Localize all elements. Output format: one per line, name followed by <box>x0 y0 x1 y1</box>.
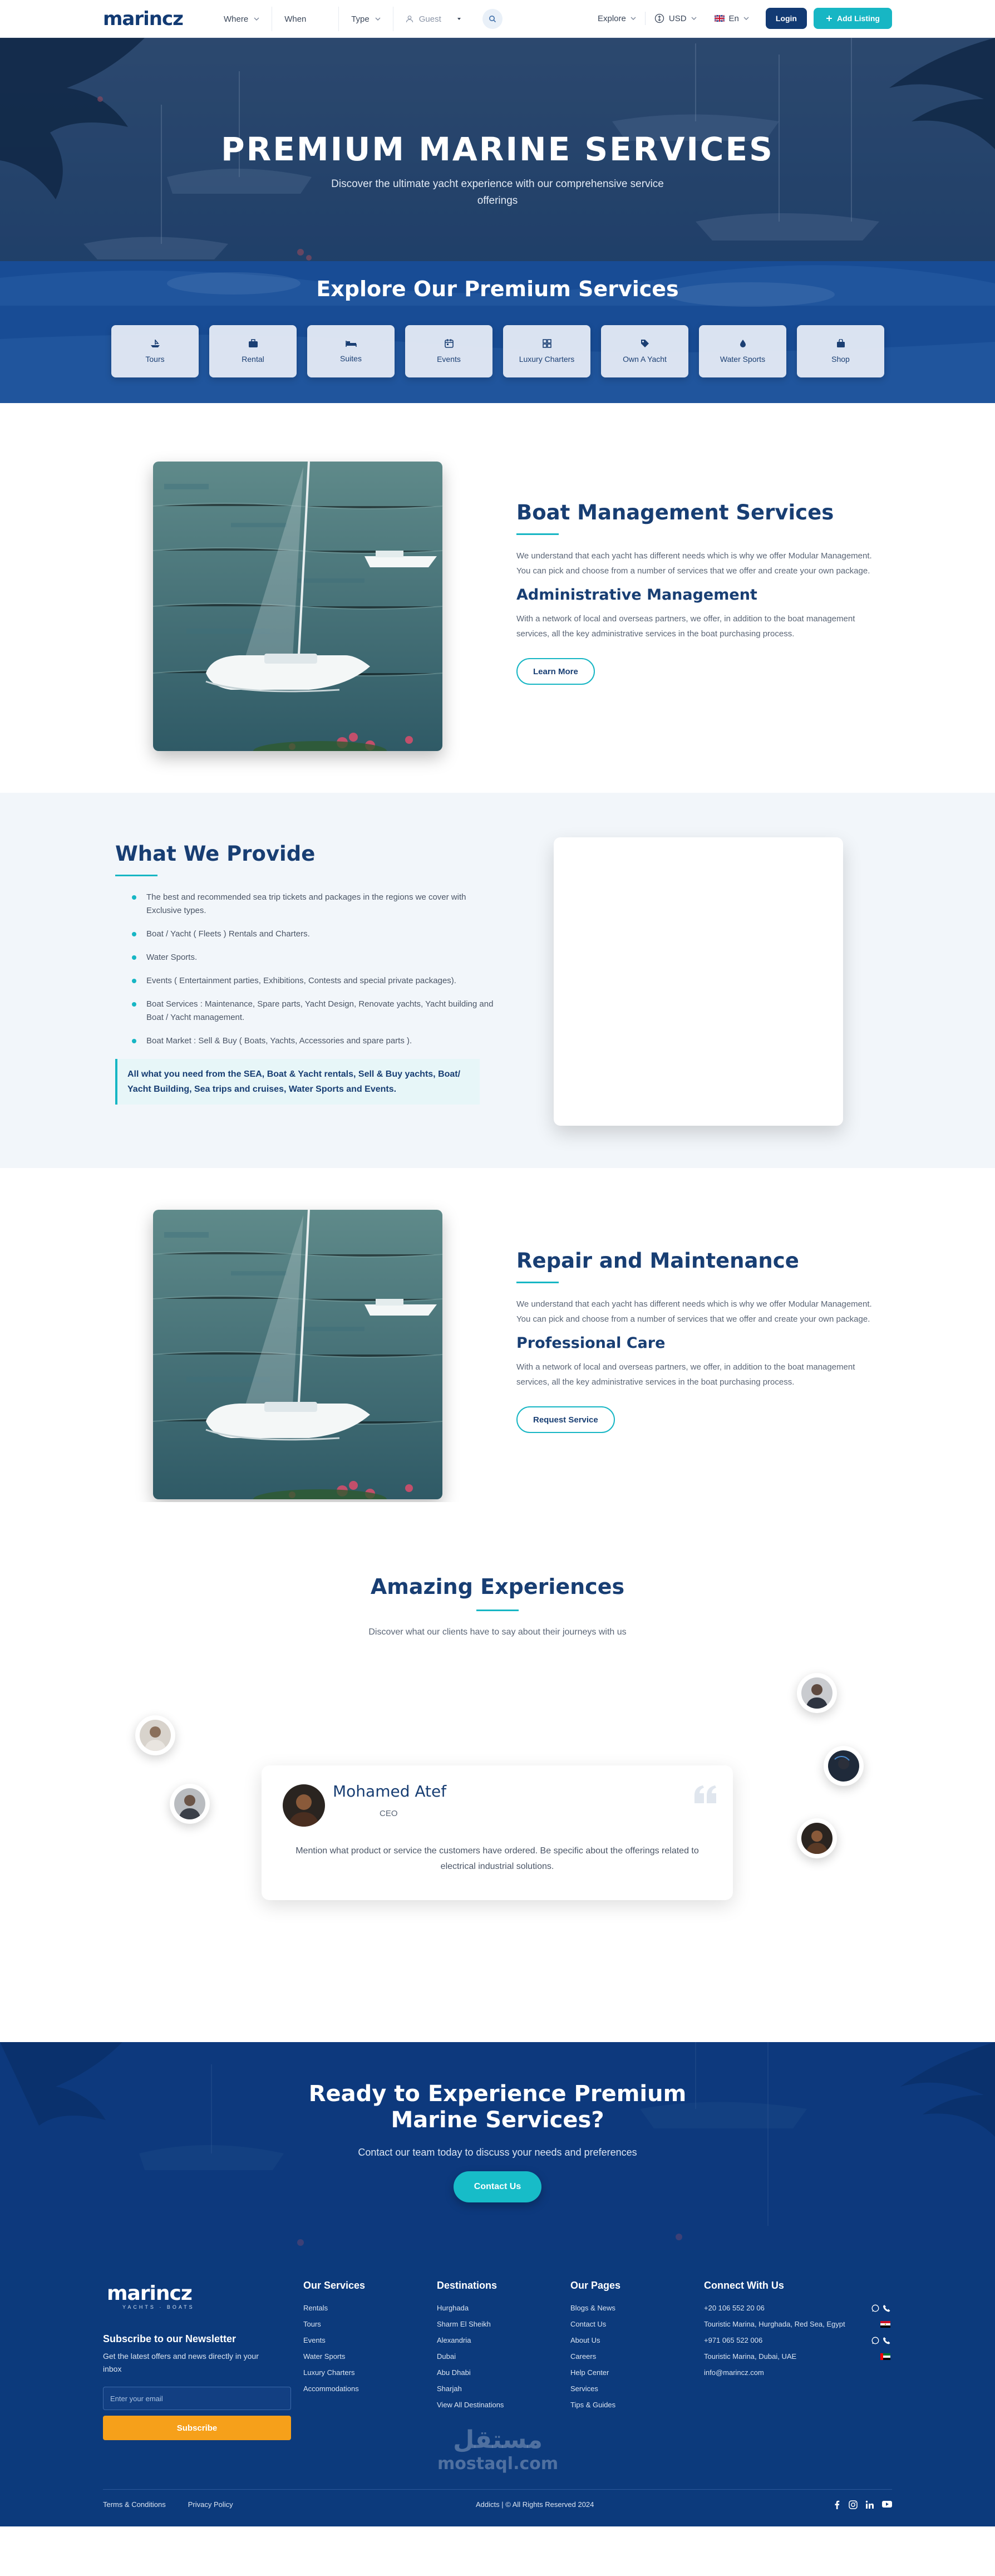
sailboat-image <box>153 462 442 751</box>
phone-icon <box>883 2337 890 2344</box>
shopping-bag-icon <box>836 339 845 348</box>
footer-link[interactable]: Accommodations <box>303 2384 359 2393</box>
footer-link[interactable]: Abu Dhabi <box>437 2368 471 2377</box>
client-photo <box>283 1784 325 1827</box>
watermark-latin: mostaql.com <box>437 2454 559 2474</box>
when-label: When <box>284 14 307 24</box>
newsletter-text: Get the latest offers and news directly in your inbox <box>103 2352 259 2373</box>
globe-icon <box>654 13 664 23</box>
title-underline <box>476 1610 519 1611</box>
provide-list-item: Events ( Entertainment parties, Exhibitions, Contests and special private packages). <box>115 974 494 988</box>
guest-select[interactable] <box>393 7 477 31</box>
contact-text: +971 065 522 006 <box>704 2336 763 2344</box>
guest-label: Guest <box>418 14 441 24</box>
calendar-icon <box>445 339 454 348</box>
chevron-down-icon <box>743 16 749 21</box>
repair-title: Repair and Maintenance <box>516 1249 799 1273</box>
footer-link[interactable]: Contact Us <box>570 2320 607 2328</box>
service-label: Water Sports <box>720 355 766 364</box>
testimonials-title: Amazing Experiences <box>370 1574 625 1599</box>
testimonial-role: CEO <box>380 1809 398 1818</box>
flag-egypt-icon <box>880 2321 890 2328</box>
whatsapp-icon <box>871 2337 879 2344</box>
site-logo[interactable] <box>103 8 183 30</box>
service-label: Suites <box>340 354 362 363</box>
water-drop-icon <box>739 339 747 348</box>
provide-list-item: The best and recommended sea trip tickets and packages in the regions we cover with Exclusive types. <box>115 891 494 917</box>
footer-link[interactable]: Hurghada <box>437 2304 469 2312</box>
contact-us-button[interactable] <box>454 2171 541 2202</box>
login-label: Login <box>775 14 797 23</box>
service-card-luxury-charters[interactable] <box>503 325 590 377</box>
add-listing-label: Add Listing <box>837 14 880 23</box>
repair-section <box>0 1168 995 1502</box>
phone-icon <box>883 2304 890 2312</box>
footer-link[interactable]: Tours <box>303 2320 321 2328</box>
cta-section <box>0 2042 995 2250</box>
logo-text: marincz <box>103 7 183 30</box>
instagram-icon[interactable] <box>849 2500 858 2509</box>
request-service-button[interactable] <box>516 1406 615 1433</box>
service-card-tours[interactable] <box>111 325 199 377</box>
currency-select[interactable] <box>646 13 706 23</box>
footer-pages-column <box>570 2280 620 2417</box>
social-links <box>833 2500 892 2509</box>
client-avatar[interactable] <box>824 1746 864 1786</box>
service-card-rental[interactable] <box>209 325 297 377</box>
footer-logo-tagline: YACHTS · BOATS <box>122 2304 195 2310</box>
client-photo <box>801 1677 833 1709</box>
boat-management-text <box>516 501 884 685</box>
service-label: Own A Yacht <box>623 355 667 364</box>
testimonial-name: Mohamed Atef <box>333 1782 447 1800</box>
title-underline <box>516 533 559 535</box>
newsletter-email-input[interactable] <box>103 2387 291 2410</box>
footer-divider <box>103 2489 892 2490</box>
testimonial-avatar <box>283 1784 325 1827</box>
footer-link[interactable]: Rentals <box>303 2304 328 2312</box>
testimonials-section <box>0 1502 995 2042</box>
boat-management-paragraph-2: With a network of local and overseas partners, we offer, in addition to the boat management services, all the key administrative services in the boat purchasing process. <box>516 614 855 639</box>
client-photo <box>140 1720 171 1751</box>
service-card-events[interactable] <box>405 325 492 377</box>
user-icon <box>406 15 413 23</box>
what-we-provide-section <box>0 793 995 1168</box>
service-label: Rental <box>242 355 264 364</box>
flag-uk-icon <box>715 15 725 22</box>
contact-address-uae <box>704 2352 890 2361</box>
provide-list-item: Boat / Yacht ( Fleets ) Rentals and Charters. <box>115 928 494 941</box>
explore-menu[interactable] <box>589 14 645 23</box>
client-avatar[interactable] <box>170 1784 210 1824</box>
boat-management-title: Boat Management Services <box>516 501 834 524</box>
title-underline <box>516 1282 559 1283</box>
footer-link[interactable]: Water Sports <box>303 2352 346 2361</box>
mostaql-watermark <box>437 2426 558 2474</box>
provide-image-card <box>554 837 843 1126</box>
footer-link[interactable]: Blogs & News <box>570 2304 615 2312</box>
administrative-management-title: Administrative Management <box>516 586 757 603</box>
provide-list-item: Boat Services : Maintenance, Spare parts, Yacht Design, Renovate yachts, Yacht building and Boat / Yacht management. <box>115 998 494 1024</box>
search-button[interactable] <box>482 9 503 29</box>
repair-photo <box>153 1210 442 1499</box>
cta-title: Ready to Experience Premium Marine Services? <box>308 2081 687 2133</box>
footer-contact-column <box>704 2280 890 2384</box>
whatsapp-icon <box>871 2304 879 2312</box>
bed-icon <box>346 340 357 347</box>
terms-link[interactable]: Terms & Conditions <box>103 2500 166 2509</box>
search-bar <box>211 7 534 31</box>
contact-address-egypt <box>704 2320 890 2328</box>
provide-title: What We Provide <box>115 842 316 866</box>
boat-management-paragraph-1: We understand that each yacht has different needs which is why we offer Modular Management. You can pick and choose from a number of services that we offer and create your own package. <box>516 551 872 576</box>
professional-care-title: Professional Care <box>516 1334 666 1352</box>
contact-phone-uae[interactable] <box>704 2336 890 2344</box>
hero-title: PREMIUM MARINE SERVICES <box>221 130 774 168</box>
footer-bottom-bar <box>103 2500 892 2509</box>
add-listing-button[interactable] <box>814 8 892 29</box>
footer <box>0 2250 995 2526</box>
provide-list <box>115 891 494 1048</box>
repair-text <box>516 1249 884 1433</box>
footer-link[interactable]: Sharjah <box>437 2384 462 2393</box>
services-row <box>111 325 884 377</box>
learn-more-button[interactable] <box>516 658 595 685</box>
watermark-arabic: مستقل <box>453 2426 543 2454</box>
testimonial-card <box>262 1765 733 1900</box>
testimonials-subtitle: Discover what our clients have to say about their journeys with us <box>368 1627 627 1637</box>
service-label: Events <box>437 355 461 364</box>
services-title: Explore Our Premium Services <box>316 277 679 301</box>
chevron-down-icon <box>691 16 697 21</box>
client-avatar[interactable] <box>797 1673 837 1713</box>
subscribe-label: Subscribe <box>176 2423 218 2433</box>
contact-phone-egypt[interactable] <box>704 2304 890 2312</box>
contact-text: Touristic Marina, Hurghada, Red Sea, Egypt <box>704 2320 845 2328</box>
repair-paragraph-1: We understand that each yacht has different needs which is why we offer Modular Management. You can pick and choose from a number of services that we offer and create your own package. <box>516 1299 872 1324</box>
flag-uae-icon <box>880 2353 890 2360</box>
search-icon <box>489 15 496 23</box>
contact-text: Touristic Marina, Dubai, UAE <box>704 2352 797 2361</box>
subscribe-button[interactable] <box>103 2416 291 2440</box>
footer-link[interactable]: Help Center <box>570 2368 609 2377</box>
boat-icon <box>150 339 160 348</box>
testimonial-quote: Mention what product or service the customers have ordered. Be specific about the offerings related to electrical industrial solutions. <box>295 1846 699 1871</box>
hero-subtitle: Discover the ultimate yacht experience with our comprehensive service offerings <box>331 178 664 207</box>
newsletter-title: Subscribe to our Newsletter <box>103 2333 237 2344</box>
copyright-text: Addicts | © All Rights Reserved 2024 <box>476 2500 594 2509</box>
service-card-own-a-yacht[interactable] <box>601 325 688 377</box>
footer-link[interactable]: Events <box>303 2336 326 2344</box>
service-label: Luxury Charters <box>519 355 575 364</box>
footer-link[interactable]: Sharm El Sheikh <box>437 2320 491 2328</box>
plus-icon <box>826 15 833 22</box>
footer-destinations-column <box>437 2280 504 2417</box>
title-underline <box>115 875 157 876</box>
linkedin-icon[interactable] <box>865 2500 874 2509</box>
grid-icon <box>543 339 551 348</box>
cta-subtitle: Contact our team today to discuss your needs and preferences <box>358 2147 637 2158</box>
repair-paragraph-2: With a network of local and overseas partners, we offer, in addition to the boat management services, all the key administrative services in the boat purchasing process. <box>516 1362 855 1387</box>
contact-us-label: Contact Us <box>474 2182 521 2191</box>
briefcase-icon <box>248 339 258 348</box>
email-placeholder: Enter your email <box>110 2394 163 2403</box>
footer-link[interactable]: Dubai <box>437 2352 456 2361</box>
service-card-water-sports[interactable] <box>699 325 786 377</box>
footer-link[interactable]: Luxury Charters <box>303 2368 355 2377</box>
footer-link[interactable]: View All Destinations <box>437 2401 504 2409</box>
service-label: Shop <box>831 355 850 364</box>
chevron-down-icon <box>375 16 381 22</box>
explore-label: Explore <box>598 13 626 23</box>
footer-link[interactable]: Services <box>570 2384 598 2393</box>
client-avatar[interactable] <box>797 1818 837 1858</box>
sailboat-image <box>153 1210 442 1499</box>
footer-column-title: Destinations <box>437 2280 497 2291</box>
top-navbar <box>0 0 995 38</box>
footer-column-title: Connect With Us <box>704 2280 784 2291</box>
contact-email[interactable] <box>704 2368 890 2377</box>
provide-list-item: Water Sports. <box>115 951 494 964</box>
language-label: En <box>728 13 739 23</box>
services-strip <box>0 261 995 403</box>
footer-link[interactable]: Careers <box>570 2352 597 2361</box>
chevron-down-icon <box>631 16 636 21</box>
service-card-shop[interactable] <box>797 325 884 377</box>
learn-more-label: Learn More <box>533 666 578 676</box>
footer-link[interactable]: Tips & Guides <box>570 2401 616 2409</box>
footer-link[interactable]: Alexandria <box>437 2336 471 2344</box>
service-card-suites[interactable] <box>307 325 395 377</box>
currency-label: USD <box>668 13 687 23</box>
client-photo <box>174 1788 205 1819</box>
cta-background-image <box>0 2042 995 2250</box>
quote-icon <box>694 1785 717 1803</box>
facebook-icon[interactable] <box>833 2500 841 2509</box>
client-avatar[interactable] <box>135 1715 175 1755</box>
nav-right <box>589 8 892 29</box>
language-select[interactable] <box>706 14 758 23</box>
tag-icon <box>641 339 649 348</box>
footer-link[interactable]: About Us <box>570 2336 600 2344</box>
service-label: Tours <box>145 355 165 364</box>
footer-column-title: Our Pages <box>570 2280 621 2291</box>
client-photo <box>828 1750 859 1782</box>
caret-icon <box>457 17 461 21</box>
provide-list-item: Boat Market : Sell & Buy ( Boats, Yachts, Accessories and spare parts ). <box>115 1034 494 1048</box>
footer-column-title: Our Services <box>303 2280 366 2291</box>
boat-management-section <box>0 403 995 793</box>
login-button[interactable] <box>766 8 807 29</box>
when-picker[interactable] <box>272 7 339 31</box>
contact-text: +20 106 552 20 06 <box>704 2304 765 2312</box>
contact-text: info@marincz.com <box>704 2368 764 2377</box>
provide-text <box>115 842 494 1105</box>
where-select[interactable] <box>211 7 272 31</box>
request-service-label: Request Service <box>533 1415 598 1425</box>
youtube-icon[interactable] <box>882 2500 892 2508</box>
footer-logo[interactable]: marincz <box>107 2282 192 2305</box>
type-label: Type <box>351 14 370 24</box>
chevron-down-icon <box>254 16 259 22</box>
type-select[interactable] <box>339 7 393 31</box>
provide-highlight-note: All what you need from the SEA, Boat & Yacht rentals, Sell & Buy yachts, Boat/ Yacht Building, Sea trips and cruises, Water Sports and Events. <box>115 1059 480 1105</box>
client-photo <box>801 1823 833 1854</box>
boat-photo <box>153 462 442 751</box>
privacy-link[interactable]: Privacy Policy <box>188 2500 233 2509</box>
where-label: Where <box>224 14 249 24</box>
footer-services-column <box>303 2280 365 2401</box>
